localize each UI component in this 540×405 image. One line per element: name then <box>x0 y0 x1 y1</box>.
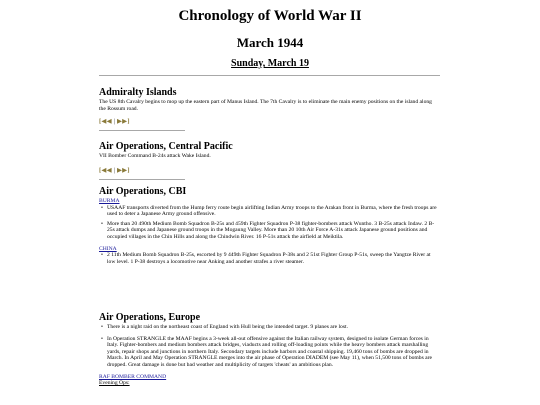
section-air-ops-europe <box>99 312 440 387</box>
nav-separator: | <box>113 118 116 126</box>
page-title: Chronology of World War II <box>178 8 362 24</box>
section-title: Air Operations, Europe <box>99 312 201 323</box>
top-divider <box>99 75 440 76</box>
section-text: The US 8th Cavalry begins to mop up the eastern part of Manus Island. The 7th Cavalry is to eliminate the main enemy positions on the island along the Rossum road. <box>99 99 432 112</box>
evening-ops-label: Evening Ops: <box>99 380 130 387</box>
section-air-ops-central-pacific <box>99 141 440 180</box>
day-heading: Sunday, March 19 <box>231 58 309 69</box>
bullet-item: • In Operation STRANGLE the MAAF begins a 3-week all-out offensive against the Italian railway system, designed to isolate German forces in Italy. Fighter-bombers and medium bombers attack bridges, viaducts and rolling off-loading points while the heavy bombers attack marshalling yards, repair shops and junctions in northern Italy. Secondary targets include harbors and coastal shipping. 19,460 tons of bombs are dropped in March. In April and May Operation STRANGLE merges into the air phase of Operation DIADEM (see May 11), when 51,500 tons of bombs are dropped. Great damage is done but bad weather and multiplicity of targets 'cheats' an ambitious plan. <box>99 336 440 369</box>
bullet-item: • USAAF transports diverted from the Hump ferry route begin airlifting Indian Army troops to the Arakan front in Burma, where the fresh troops are used to deter a Japanese Army ground offensive. <box>99 205 440 218</box>
subsection-label-raf[interactable]: RAF BOMBER COMMAND <box>99 373 167 380</box>
bullet-item: • There is a night raid on the northeast coast of England with Hull being the intended target. 9 planes are lost. <box>99 324 440 331</box>
section-title: Air Operations, Central Pacific <box>99 141 233 152</box>
subsection-label-burma[interactable]: BURMA <box>99 198 120 204</box>
next-link[interactable]: ▶▶] <box>116 166 130 174</box>
prev-link[interactable]: [◀◀ <box>99 118 112 126</box>
section-divider <box>99 130 185 131</box>
section-text: VII Bomber Command B-24s attack Wake Island. <box>99 153 211 159</box>
nav-separator: | <box>113 166 116 174</box>
section-divider <box>99 179 185 180</box>
section-admiralty-islands <box>99 87 440 131</box>
bullet-item: • 2 11th Medium Bomb Squadron B-25s, escorted by 9 449th Fighter Squadron P-38s and 2 51st Fighter Group P-51s, sweep the Yangtze River at low level. 1 P-38 destroys a locomotive near Anking and another strafes a river steamer. <box>99 252 440 265</box>
bullet-item: • More than 20 490th Medium Bomb Squadron B-25s and 459th Fighter Squadron P-38 fighter-bombers attack Wuntho. 3 B-25s attack Indaw. 2 B-25s attack dumps and Japanese ground troops in the Mogaung Valley. More than 20 10th Air Force A-31s attack Japanese ground positions and occupied villages in the Chin Hills and along the Chindwin River. 16 P-51s attack the airfield at Meiktila. <box>99 221 440 241</box>
month-heading: March 1944 <box>236 35 304 50</box>
section-nav <box>99 167 440 175</box>
next-link[interactable]: ▶▶] <box>116 118 130 126</box>
section-nav <box>99 118 440 126</box>
prev-link[interactable]: [◀◀ <box>99 166 112 174</box>
section-title: Admiralty Islands <box>99 87 177 98</box>
section-air-ops-cbi <box>99 186 440 265</box>
subsection-label-china[interactable]: CHINA <box>99 245 117 252</box>
section-title: Air Operations, CBI <box>99 186 187 197</box>
